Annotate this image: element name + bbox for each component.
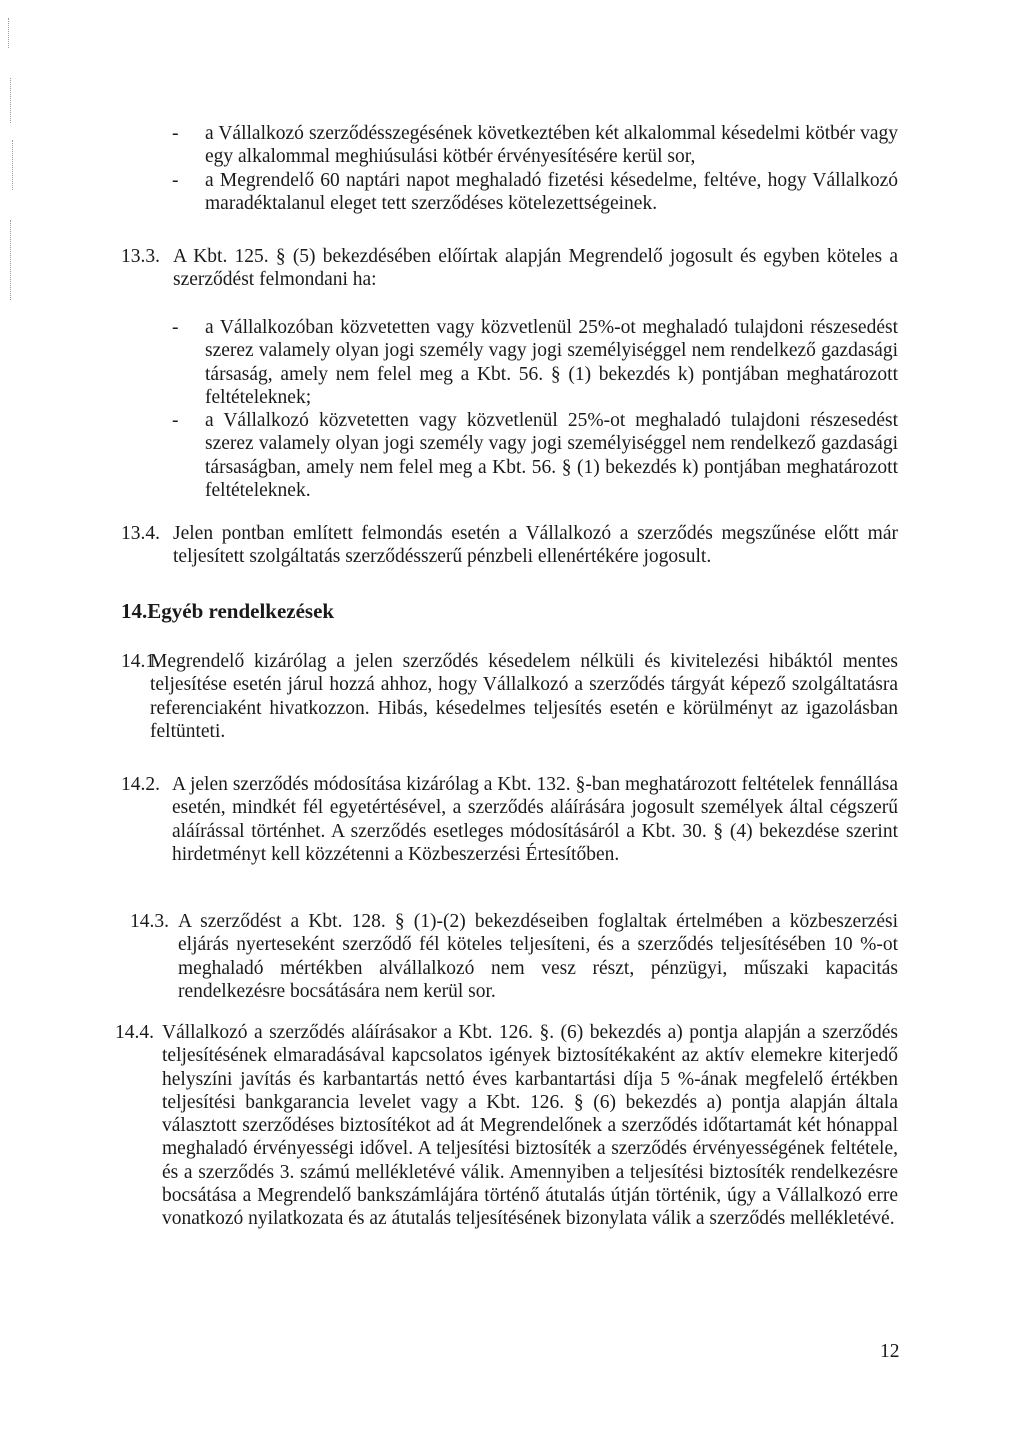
clause-13-3-bullet-list [172, 316, 898, 502]
clause-14-3 [130, 910, 898, 1003]
clause-13-3 [121, 245, 898, 292]
clause-number: 14.1. [121, 651, 160, 672]
top-bullet-list [172, 122, 898, 215]
clause-text: Vállalkozó a szerződés aláírásakor a Kbt. 126. §. (6) bekezdés a) pontja alapján a szerződés teljesítésének elmaradásával kapcsolatos igények biztosítékaként az aktív elemekre kiterjedő helyszíni javítás és karbantartás nettó éves karbantartási díja 5 %-ának megfelelő értékben teljesítési bankgarancia levelet vagy a Kbt. 126. § (6) bekezdés a) pontja alapján általa választott szerződéses biztosítékot ad át Megrendelőnek a szerződés időtartamát két hónappal meghaladó érvényességi idővel. A teljesítési biztosíték a szerződés érvényességének feltétele, és a szerződés 3. számú mellékletévé válik. Amennyiben a teljesítési biztosíték rendelkezésre bocsátása a Megrendelő bankszámlájára történő átutalás útján történik, úgy a Vállalkozó erre vonatkozó nyilatkozata és az átutalás teljesítésének bizonylata válik a szerződés mellékletévé. [162, 1022, 898, 1230]
clause-text: A szerződést a Kbt. 128. § (1)-(2) bekezdéseiben foglaltak értelmében a közbeszerzési eljárás nyerteseként szerződő fél köteles teljesíteni, és a szerződés teljesítésében 10 %-ot meghaladó mértékben alvállalkozó nem vesz részt, pénzügyi, műszaki kapacitás rendelkezésre bocsátására nem kerül sor. [178, 911, 898, 1002]
scan-margin-mark [10, 78, 11, 123]
list-item: - a Vállalkozó szerződésszegésének következtében két alkalommal késedelmi kötbér vagy egy alkalommal meghiúsulási kötbér érvényesítésére kerül sor, [172, 123, 898, 168]
scan-margin-mark [12, 140, 13, 190]
page-number: 12 [880, 1341, 900, 1362]
list-item: - a Megrendelő 60 naptári napot meghaladó fizetési késedelme, feltéve, hogy Vállalkozó maradéktalanul eleget tett szerződéses kötelezettségeinek. [172, 169, 898, 214]
list-item: - a Vállalkozóban közvetetten vagy közvetlenül 25%-ot meghaladó tulajdoni részesedést szerez valamely olyan jogi személy vagy jogi személyiséggel nem rendelkező gazdasági társaság, amely nem felel meg a Kbt. 56. § (1) bekezdés k) pontjában meghatározott feltételeknek; [172, 317, 898, 408]
clause-number: 14.2. [121, 774, 160, 795]
clause-14-4 [115, 1021, 898, 1231]
clause-number: 14.4. [115, 1022, 154, 1043]
scan-margin-mark [10, 220, 11, 300]
clause-text: A Kbt. 125. § (5) bekezdésében előírtak alapján Megrendelő jogosult és egyben köteles a szerződést felmondani ha: [173, 246, 898, 291]
clause-number: 13.4. [121, 523, 160, 544]
clause-13-4 [121, 522, 898, 569]
clause-14-2 [121, 773, 898, 866]
section-heading: 14.Egyéb rendelkezések [121, 599, 335, 623]
scan-margin-mark [8, 18, 9, 48]
clause-text: Jelen pontban említett felmondás esetén a Vállalkozó a szerződés megszűnése előtt már teljesített szolgáltatás szerződésszerű pénzbeli ellenértékére jogosult. [173, 523, 898, 568]
clause-number: 14.3. [130, 911, 169, 932]
clause-14-1 [121, 650, 898, 743]
list-item: - a Vállalkozó közvetetten vagy közvetlenül 25%-ot meghaladó tulajdoni részesedést szerez valamely olyan jogi személy vagy jogi személyiséggel nem rendelkező gazdasági társaságban, amely nem felel meg a Kbt. 56. § (1) bekezdés k) pontjában meghatározott feltételeknek. [172, 410, 898, 502]
clause-text: Megrendelő kizárólag a jelen szerződés késedelem nélküli és kivitelezési hibáktól mentes teljesítése esetén járul hozzá ahhoz, hogy Vállalkozó a szerződés tárgyát képező szolgáltatásra referenciaként hivatkozzon. Hibás, késedelmes teljesítés esetén e körülményt az igazolásban feltünteti. [150, 651, 898, 742]
clause-number: 13.3. [121, 246, 160, 267]
clause-text: A jelen szerződés módosítása kizárólag a Kbt. 132. §-ban meghatározott feltételek fennállása esetén, mindkét fél egyetértésével, a szerződés aláírására jogosult személyek által cégszerű aláírással történhet. A szerződés esetleges módosításáról a Kbt. 30. § (4) bekezdése szerint hirdetményt kell közzétenni a Közbeszerzési Értesítőben. [172, 774, 898, 865]
